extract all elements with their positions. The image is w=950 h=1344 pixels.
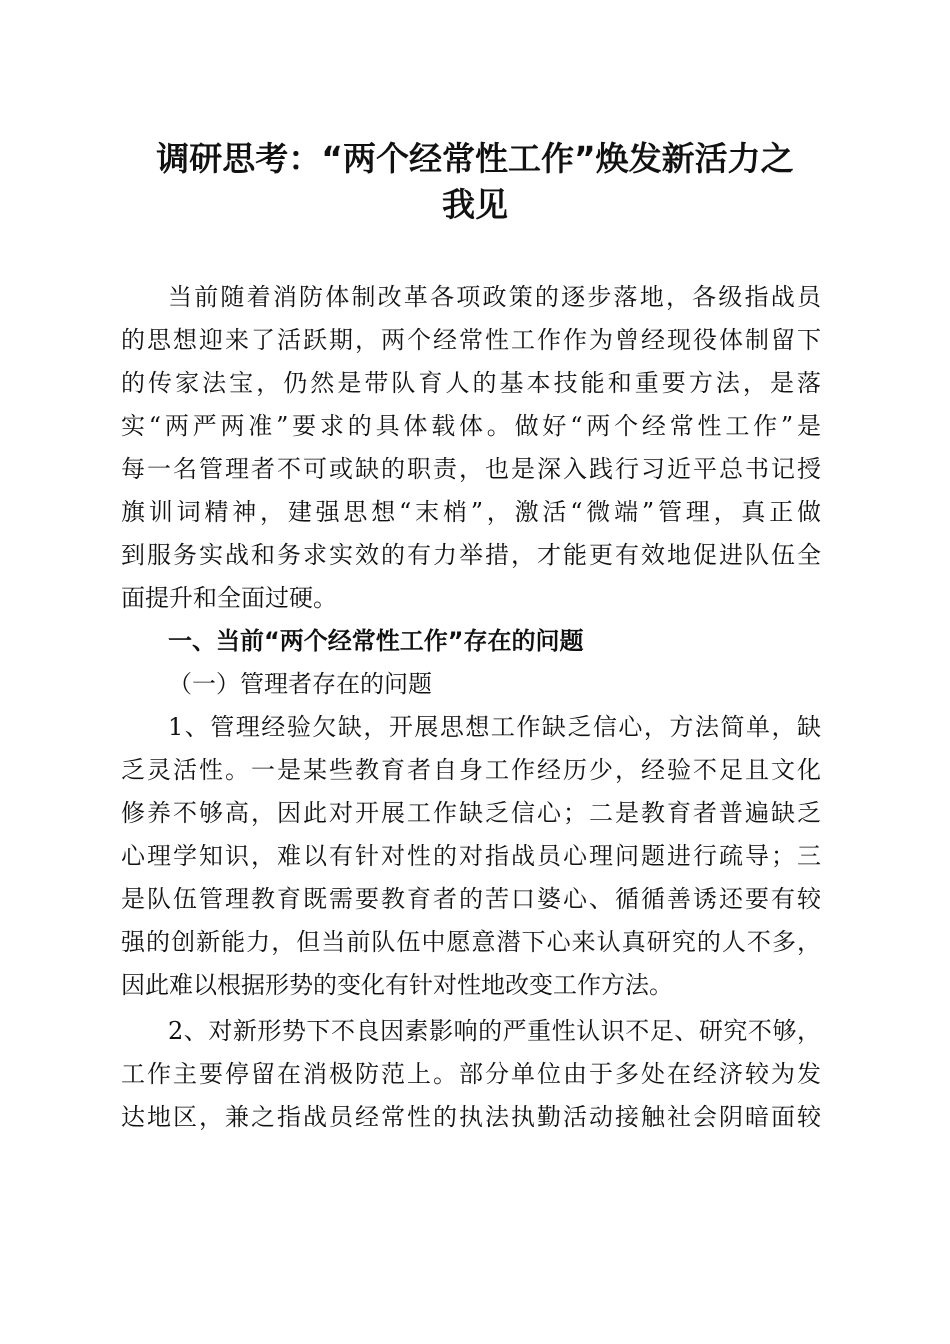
paragraph [121, 1010, 821, 1139]
document-body [121, 276, 821, 1139]
text-line: 乏灵活性。一是某些教育者自身工作经历少，经验不足且文化 [121, 756, 821, 784]
text-line: 心理学知识，难以有针对性的对指战员心理问题进行疏导；三 [121, 842, 821, 870]
text-line: 达地区，兼之指战员经常性的执法执勤活动接触社会阴暗面较 [121, 1103, 821, 1131]
text-line: 是队伍管理教育既需要教育者的苦口婆心、循循善诱还要有较 [121, 885, 821, 913]
paragraph [121, 276, 821, 620]
text-line: 工作主要停留在消极防范上。部分单位由于多处在经济较为发 [121, 1060, 821, 1088]
text-line: 2、对新形势下不良因素影响的严重性认识不足、研究不够， [168, 1017, 821, 1045]
text-line: 强的创新能力，但当前队伍中愿意潜下心来认真研究的人不多， [121, 928, 821, 956]
text-line: 的传家法宝，仍然是带队育人的基本技能和重要方法，是落 [121, 369, 821, 397]
paragraph [121, 706, 821, 1007]
text-line: 面提升和全面过硬。 [121, 584, 337, 612]
text-line: 到服务实战和务求实效的有力举措，才能更有效地促进队伍全 [121, 541, 821, 569]
text-line: 实“两严两准”要求的具体载体。做好“两个经常性工作”是 [121, 412, 821, 440]
text-line: 旗训词精神，建强思想“末梢”，激活“微端”管理，真正做 [121, 498, 821, 526]
text-line: （一）管理者存在的问题 [168, 670, 432, 698]
text-line: 当前随着消防体制改革各项政策的逐步落地，各级指战员 [168, 283, 821, 311]
text-line: 的思想迎来了活跃期，两个经常性工作作为曾经现役体制留下 [121, 326, 821, 354]
title-line: 我见 [442, 185, 508, 224]
text-line: 每一名管理者不可或缺的职责，也是深入践行习近平总书记授 [121, 455, 821, 483]
subsection-heading [121, 663, 821, 706]
text-line: 修养不够高，因此对开展工作缺乏信心；二是教育者普遍缺乏 [121, 799, 821, 827]
text-line: 因此难以根据形势的变化有针对性地改变工作方法。 [121, 971, 673, 999]
text-line: 1、管理经验欠缺，开展思想工作缺乏信心，方法简单，缺 [168, 713, 821, 741]
section-heading [121, 620, 821, 663]
document-title [110, 136, 840, 228]
title-line: 调研思考：“两个经常性工作”焕发新活力之 [156, 139, 794, 178]
text-line: 一、当前“两个经常性工作”存在的问题 [168, 627, 584, 655]
